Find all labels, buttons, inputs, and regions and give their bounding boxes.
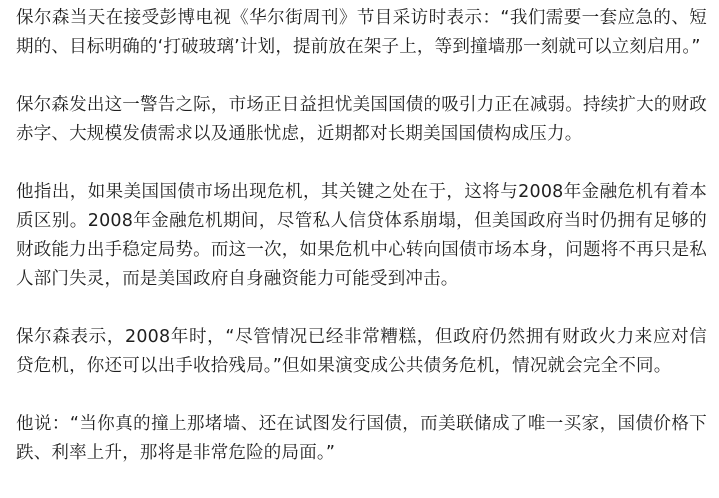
- paragraph-2: 保尔森发出这一警告之际，市场正日益担忧美国国债的吸引力正在减弱。持续扩大的财政赤字、大规模发债需求以及通胀忧虑，近期都对长期美国国债构成压力。: [16, 95, 707, 144]
- paragraph-1: 保尔森当天在接受彭博电视《华尔街周刊》节目采访时表示：“我们需要一套应急的、短期的、目标明确的‘打破玻璃’计划，提前放在架子上，等到撞墙那一刻就可以立刻启用。”: [16, 8, 707, 57]
- paragraph-4: 保尔森表示，2008年时，“尽管情况已经非常糟糕，但政府仍然拥有财政火力来应对信贷危机，你还可以出手收拾残局。”但如果演变成公共债务危机，情况就会完全不同。: [16, 327, 707, 376]
- paragraph-5: 他说：“当你真的撞上那堵墙、还在试图发行国债，而美联储成了唯一买家，国债价格下跌、利率上升，那将是非常危险的局面。”: [16, 414, 707, 463]
- paragraph-3: 他指出，如果美国国债市场出现危机，其关键之处在于，这将与2008年金融危机有着本质区别。2008年金融危机期间，尽管私人信贷体系崩塌，但美国政府当时仍拥有足够的财政能力出手稳定局势。而这一次，如果危机中心转向国债市场本身，问题将不再只是私人部门失灵，而是美国政府自身融资能力可能受到冲击。: [16, 182, 707, 289]
